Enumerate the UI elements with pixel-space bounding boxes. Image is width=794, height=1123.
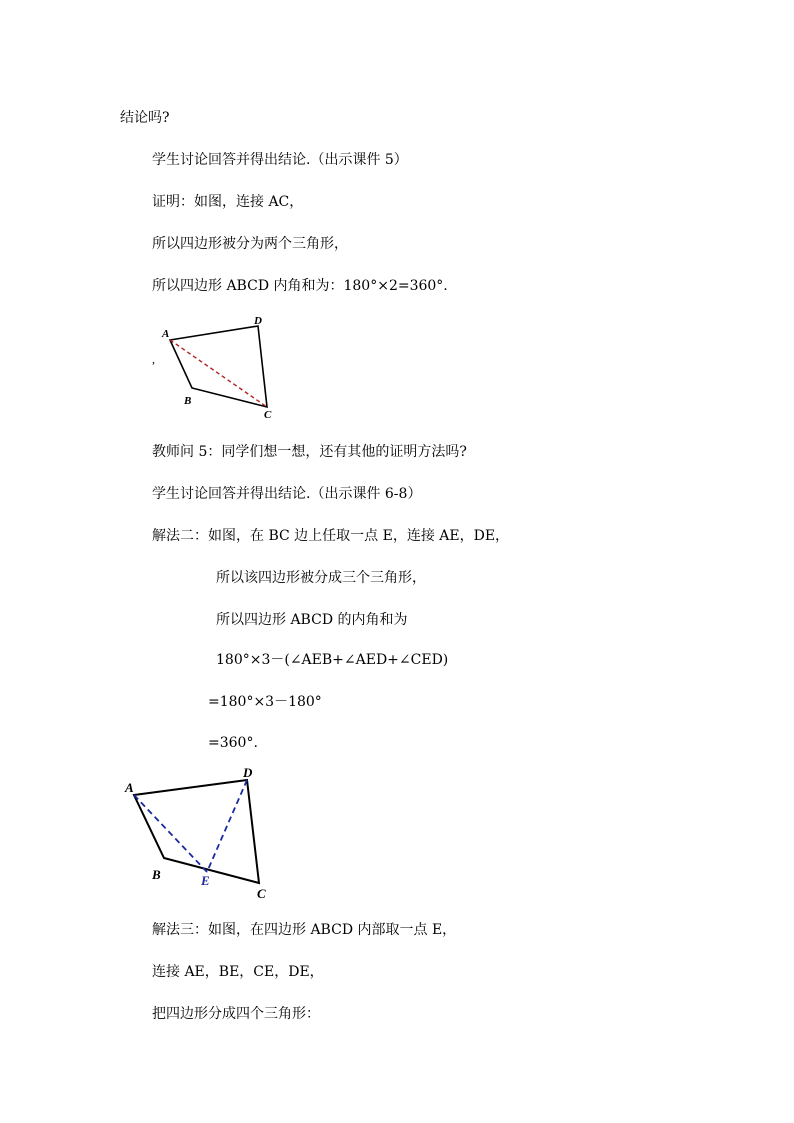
vertex-label-d: D <box>243 765 253 780</box>
text-line-12: =180°×3－180° <box>208 694 322 710</box>
text-line-2: 学生讨论回答并得出结论.（出示课件 5） <box>152 152 408 168</box>
text-line-5: 所以四边形 ABCD 内角和为：180°×2=360°. <box>152 278 448 294</box>
segment-de <box>207 780 247 872</box>
vertex-label-e: E <box>201 873 210 888</box>
vertex-label-b: B <box>184 395 192 407</box>
stray-mark: , <box>152 352 155 366</box>
text-line-1: 结论吗? <box>120 110 170 126</box>
text-line-7: 学生讨论回答并得出结论.（出示课件 6-8） <box>152 486 422 502</box>
text-line-13: =360°. <box>208 735 258 751</box>
vertex-label-c: C <box>264 409 272 421</box>
text-line-15: 连接 AE，BE，CE，DE， <box>152 964 324 980</box>
text-line-9: 所以该四边形被分成三个三角形， <box>216 570 426 586</box>
vertex-label-b: B <box>152 867 161 882</box>
vertex-label-c: C <box>257 886 266 901</box>
text-line-6: 教师问 5：同学们想一想，还有其他的证明方法吗? <box>152 444 467 460</box>
quadrilateral-point-e-figure <box>112 760 292 910</box>
text-line-3: 证明：如图，连接 AC， <box>152 194 304 210</box>
text-line-10: 所以四边形 ABCD 的内角和为 <box>216 612 408 628</box>
vertex-label-a: A <box>162 328 170 340</box>
quadrilateral-diagonal-figure <box>140 308 300 428</box>
text-line-16: 把四边形分成四个三角形： <box>152 1006 320 1022</box>
text-line-11: 180°×3－(∠AEB+∠AED+∠CED) <box>216 652 449 668</box>
text-line-4: 所以四边形被分为两个三角形， <box>152 236 348 252</box>
vertex-label-a: A <box>125 780 134 795</box>
text-line-8: 解法二：如图，在 BC 边上任取一点 E，连接 AE，DE， <box>152 528 510 544</box>
text-line-14: 解法三：如图，在四边形 ABCD 内部取一点 E， <box>152 922 457 938</box>
vertex-label-d: D <box>254 315 262 327</box>
